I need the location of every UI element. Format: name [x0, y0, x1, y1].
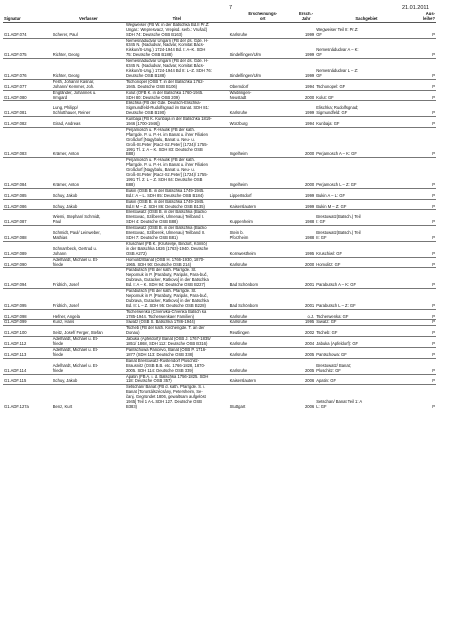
- cell-erscheinungsort: Kornwestheim: [229, 241, 297, 257]
- cell-titel: Elischka (FB der Gde. Deutsch-Elischka- Sigmundfeld-Rudolfsgnad im Banat. SDH 81: Deutsche OSB B190): [125, 101, 229, 117]
- cell-ausleihe: P: [418, 101, 436, 117]
- cell-sachgebiet: Tscherwenka: GF: [315, 309, 417, 320]
- cell-ausleihe: P: [418, 199, 436, 210]
- cell-sachgebiet: Bukin A – L: GF: [315, 188, 417, 199]
- cell-ausleihe: P: [418, 326, 436, 337]
- cell-titel: Parabutsch (FB der kath. Pfarrgde. St. Nepomuk in P. [Parabuty, Paripás, Para-buč, Dubrava, Gutacker, Ratkovo] in der Batschka Bd. I: A – K. SDH 94: Deutsche OSB B227): [125, 268, 229, 289]
- table-row: [3, 289, 436, 310]
- cell-jahr: 1994: [297, 117, 315, 128]
- cell-signatur: G1.ADF.112: [3, 337, 52, 348]
- cell-erscheinungsort: Kaiserslautern: [229, 199, 297, 210]
- cell-sachgebiet: Elischka; Rudolfsgnad; Sigmundfeld: GF: [315, 101, 417, 117]
- cell-sachgebiet: Wegweiser Teil II: Pr.Z: GF: [315, 22, 417, 38]
- cell-verfasser: Schnarrbeck, Gertrud u. Johann: [52, 241, 125, 257]
- cell-signatur: G1.ADF.098: [3, 309, 52, 320]
- table-row: [3, 127, 436, 157]
- cell-sachgebiet: Parabutsch A – K: GF: [315, 268, 417, 289]
- col-header-erscheinungsjahr: Ersch.- Jahr: [297, 12, 315, 22]
- cell-verfasser: Wiemi, Stephan/ Schmidt, Paul: [52, 210, 125, 226]
- cell-verfasser: Schuy, Jakob: [52, 199, 125, 210]
- cell-verfasser: Lung, Philipp/ Schlotthauer, Reiner: [52, 101, 125, 117]
- cell-erscheinungsort: Lippertsdorf: [229, 188, 297, 199]
- cell-sachgebiet: Kunbaja: GF: [315, 117, 417, 128]
- cell-signatur: G1.ADF.089: [3, 241, 52, 257]
- cell-signatur: G1.ADF.090: [3, 257, 52, 268]
- cell-ausleihe: P: [418, 188, 436, 199]
- table-row: [3, 59, 436, 80]
- cell-erscheinungsort: Waiblingen- Neustadt: [229, 90, 297, 101]
- cell-verfasser: Fridrich, Josef: [52, 289, 125, 310]
- cell-erscheinungsort: Ingelheim: [229, 127, 297, 157]
- cell-ausleihe: P: [418, 59, 436, 80]
- cell-signatur: G1.ADF.084: [3, 158, 52, 188]
- cell-sachgebiet: Kolut: GF: [315, 90, 417, 101]
- cell-verfasser: Schmidt, Paul/ Leinweber, Mathias: [52, 226, 125, 242]
- cell-jahr: 1999: [297, 101, 315, 117]
- cell-erscheinungsort: Sindelfingen/Ulm: [229, 59, 297, 80]
- cell-signatur: G1.ADF.127a: [3, 385, 52, 410]
- cell-titel: Tschonopel (OSB T. in der Batschka 1762- 1945. Deutsche OSB B106): [125, 79, 229, 90]
- table-row: [3, 79, 436, 90]
- cell-signatur: G1.ADF.085: [3, 188, 52, 199]
- cell-verfasser: Feith, Johann/ Kasnar, Johann/ Kemmer, Joh.: [52, 79, 125, 90]
- cell-sachgebiet: Nemesnádudvar A – K: GF: [315, 38, 417, 59]
- table-row: [3, 358, 436, 374]
- cell-ausleihe: P: [418, 268, 436, 289]
- cell-titel: Kunbaja (FB K. Kunbaja in der Batschka 1819- 1946 [1700-1946]): [125, 117, 229, 128]
- cell-titel: Brestowatz (OSB B. in der Batschka (Bačko Brestovac, Szilberek, Ulmenau) Teilband I. SDH 4: Deutsche OSB B88): [125, 210, 229, 226]
- cell-verfasser: Schuy, Jakob: [52, 188, 125, 199]
- cell-ausleihe: P: [418, 210, 436, 226]
- cell-jahr: 2002: [297, 326, 315, 337]
- cell-signatur: G1.ADF.088: [3, 226, 52, 242]
- cell-verfasser: Kunz, Hans: [52, 320, 125, 326]
- cell-signatur: G1.ADF.081: [3, 101, 52, 117]
- cell-jahr: 2005: [297, 348, 315, 359]
- cell-ausleihe: P: [418, 22, 436, 38]
- cell-erscheinungsort: Sindelfingen/Ulm: [229, 38, 297, 59]
- table-row: [3, 226, 436, 242]
- catalog-table: [3, 12, 436, 410]
- cell-sachgebiet: Kruschiwl: GF: [315, 241, 417, 257]
- cell-sachgebiet: Apatin: GF: [315, 374, 417, 385]
- cell-sachgebiet: Siwatz: GF: [315, 320, 417, 326]
- cell-ausleihe: P: [418, 309, 436, 320]
- cell-sachgebiet: Homolitz: GF: [315, 257, 417, 268]
- cell-jahr: 2005: [297, 358, 315, 374]
- cell-erscheinungsort: Bad Schönborn: [229, 289, 297, 310]
- table-row: [3, 241, 436, 257]
- cell-erscheinungsort: Karlsruhe: [229, 22, 297, 38]
- cell-erscheinungsort: Kuppenheim: [229, 210, 297, 226]
- cell-erscheinungsort: Karlsruhe: [229, 309, 297, 320]
- cell-titel: Pantschowa Pancevo, Banat (OSB P. 1716- 1877 (SDH 113: Deutsche OSB 338): [125, 348, 229, 359]
- cell-titel: Setschan/ Banat (FB d. kath. Pfarrgde. S. i. Banat [Torontálszécsány, Petersheim, Se- čanj. Gegründet 1806, gewaltsam aufgelöst 1945] Teil 1 A-L SDH 127. Deutsche OSB B383): [125, 385, 229, 410]
- cell-jahr: 2004: [297, 337, 315, 348]
- cell-jahr: 1995: [297, 241, 315, 257]
- cell-signatur: G1.ADF.099: [3, 320, 52, 326]
- cell-titel: Bukin (OSB B. in der Batschka 1749-1945. Bd.II M – Z. SDH 86: Deutsche OSB B135): [125, 199, 229, 210]
- print-date: 21.01.2011: [402, 5, 430, 11]
- cell-signatur: G1.ADF.074: [3, 22, 52, 38]
- cell-ausleihe: P: [418, 337, 436, 348]
- cell-titel: Nemesnádudvar Ungarn (FB der ds. Gde. H- 6345 N. (Nadudvar, Nadvar, Komitat Bács- Kiskun/S-Ung.) 1724-1944 Bd. I: A–K. SDH 75: Deutsche OSB B188): [125, 38, 229, 59]
- cell-jahr: 1999: [297, 188, 315, 199]
- cell-signatur: G1.ADF.095: [3, 289, 52, 310]
- cell-signatur: G1.ADF.076: [3, 59, 52, 80]
- cell-signatur: G1.ADF.077: [3, 79, 52, 90]
- cell-verfasser: Krämer, Anton: [52, 158, 125, 188]
- cell-sachgebiet: Brestowatz(Batsch.) Teil I: GF: [315, 210, 417, 226]
- table-row: [3, 101, 436, 117]
- table-row: [3, 385, 436, 410]
- table-row: [3, 188, 436, 199]
- cell-jahr: 1999: [297, 22, 315, 38]
- cell-ausleihe: P: [418, 241, 436, 257]
- col-header-ausleihe: Aus- leihe?: [418, 12, 436, 22]
- cell-sachgebiet: Jabuka (Apfeldorf): GF: [315, 337, 417, 348]
- col-header-titel: Titel: [125, 12, 229, 22]
- page-number: 7: [229, 5, 233, 11]
- cell-jahr: 2000: [297, 158, 315, 188]
- cell-jahr: 1988: [297, 226, 315, 242]
- cell-verfasser: Richter, Georg: [52, 59, 125, 80]
- cell-titel: Wegweiser (FB W. in der Batschka Bd.II Pr.Z: Ungar.: Wepresvacz, Vrepisd. serb.: Vrušač) SDH 74: Deutsche OSB B163): [125, 22, 229, 38]
- cell-ausleihe: P: [418, 158, 436, 188]
- cell-ausleihe: P: [418, 127, 436, 157]
- cell-erscheinungsort: Stuttgart: [229, 385, 297, 410]
- cell-sachgebiet: Tschonopel: GF: [315, 79, 417, 90]
- table-body: [3, 22, 436, 410]
- cell-erscheinungsort: Karlsruhe: [229, 101, 297, 117]
- cell-signatur: G1.ADF.114: [3, 358, 52, 374]
- cell-jahr: 2006: [297, 374, 315, 385]
- table-row: [3, 348, 436, 359]
- cell-signatur: G1.ADF.082: [3, 117, 52, 128]
- cell-titel: Tscherwenka (Crvenvka-Cřvenka Batsch ka 1785-1944. Tscherwenkaer Familien): [125, 309, 229, 320]
- cell-jahr: 1995: [297, 320, 315, 326]
- table-row: [3, 158, 436, 188]
- cell-sachgebiet: Brestowatz(Batsch.) Teil II: GF: [315, 226, 417, 242]
- cell-ausleihe: P: [418, 374, 436, 385]
- cell-erscheinungsort: Reutlingen: [229, 326, 297, 337]
- cell-ausleihe: P: [418, 358, 436, 374]
- cell-verfasser: Scherer, Paul: [52, 22, 125, 38]
- cell-signatur: G1.ADF.100: [3, 326, 52, 337]
- cell-signatur: G1.ADF.083: [3, 127, 52, 157]
- cell-ausleihe: P: [418, 348, 436, 359]
- cell-verfasser: Engländer, Johannes u. Irmgard: [52, 90, 125, 101]
- cell-signatur: G1.ADF.075: [3, 38, 52, 59]
- cell-verfasser: Richter, Georg: [52, 38, 125, 59]
- cell-titel: Tscheb (FB der kath. Kirchengde. T. an der Donau): [125, 326, 229, 337]
- cell-jahr: 1999: [297, 59, 315, 80]
- cell-jahr: 1999: [297, 38, 315, 59]
- cell-erscheinungsort: Karlsruhe: [229, 358, 297, 374]
- cell-titel: Brestowatz (OSB B. in der Batschka (Bačko Brestovac, Szilberek, Ulmenau) Teilband II. SDH 7: Deutsche OSB B81): [125, 226, 229, 242]
- cell-signatur: G1.ADF.094: [3, 268, 52, 289]
- table-row: [3, 374, 436, 385]
- cell-titel: Perjamosch u. P.-Haulik (FB der kath. Pfarrgde. P. u. P.-H. im Banat u. ihrer Filialen Großdorf [Nagybalu, Banat u. Neu- u. Groß-St.Peter [Racz-Sz.Peter] (1724)/ 1755- 1991 Tl. 2: L – Z. SDH 84: Deutsche OSB B88): [125, 158, 229, 188]
- table-row: [3, 117, 436, 128]
- cell-erscheinungsort: Karlsruhe: [229, 337, 297, 348]
- cell-erscheinungsort: Würzburg: [229, 117, 297, 128]
- cell-jahr: 1994: [297, 79, 315, 90]
- cell-titel: Homolitz/Banat (OSB H. 1766-1930, 1870- 1965. SDH 90: Deutsche OSB 214): [125, 257, 229, 268]
- cell-erscheinungsort: Ingelheim: [229, 158, 297, 188]
- cell-verfasser: Benz, Kurt: [52, 385, 125, 410]
- table-header-row: [3, 12, 436, 22]
- cell-verfasser: Adelhardt, Michael u. Et- friede: [52, 348, 125, 359]
- cell-sachgebiet: Pantschowa: GF: [315, 348, 417, 359]
- cell-erscheinungsort: Oberndorf: [229, 79, 297, 90]
- cell-erscheinungsort: Karlsruhe: [229, 257, 297, 268]
- cell-signatur: G1.ADF.080: [3, 90, 52, 101]
- cell-ausleihe: P: [418, 79, 436, 90]
- cell-titel: Apatin (FB A. i. d. Batschka 1756-1825. SDH 118: Deutsche OSB 357): [125, 374, 229, 385]
- cell-signatur: G1.ADF.113: [3, 348, 52, 359]
- cell-ausleihe: P: [418, 289, 436, 310]
- cell-titel: Parabutsch (FB der kath. Pfarrgde. St. Nepomuk in P. [Parabuty, Paripás, Para-buč, Dubrava, Gutacker, Ratkovo] in der Batschka Bd. II: L – Z. SDH 95: Deutsche OSB B228): [125, 289, 229, 310]
- cell-ausleihe: P: [418, 90, 436, 101]
- cell-verfasser: Girad, Andreas: [52, 117, 125, 128]
- cell-titel: Kruschiwl (FB K. (Kruševlje, Bindort, Kömlö) in der Batschka 1826 (1763)-1940. Deutsche OSB A272): [125, 241, 229, 257]
- cell-verfasser: Krämer, Anton: [52, 127, 125, 157]
- cell-sachgebiet: Bukin M – Z: GF: [315, 199, 417, 210]
- table-row: [3, 326, 436, 337]
- cell-titel: Siwatz (OSB S. Batschka 1786-1944): [125, 320, 229, 326]
- cell-verfasser: Adelhardt, Michael u. Et- friede: [52, 337, 125, 348]
- cell-verfasser: Hefner, Angela: [52, 309, 125, 320]
- cell-jahr: 2000: [297, 127, 315, 157]
- cell-signatur: G1.ADF.115: [3, 374, 52, 385]
- table-row: [3, 90, 436, 101]
- cell-jahr: 2000: [297, 257, 315, 268]
- cell-titel: Perjamosch u. P.-Haulik (FB der kath. Pfarrgde. P. u. P.-H. im Banat u. ihrer Filialen Großdorf [Nagybalu, Banat u. Neu- u. Groß-St.Peter [Racz-Sz.Peter] (1724)/ 1755- 1991 Tl. 1: A – K. SDH 83: Deutsche OSB B88): [125, 127, 229, 157]
- cell-titel: Kolut (OFB K. in der Batschka 1760-1945. SDH 80: Deutsche OSB 209): [125, 90, 229, 101]
- table-row: [3, 199, 436, 210]
- cell-verfasser: Schuy, Jakob: [52, 374, 125, 385]
- cell-sachgebiet: Brestowatz/ Banat; Ploschitz: GF: [315, 358, 417, 374]
- cell-sachgebiet: Perjamosch L – Z: GF: [315, 158, 417, 188]
- cell-ausleihe: P: [418, 257, 436, 268]
- cell-sachgebiet: Setschan/ Banat Teil 1: A L: GF: [315, 385, 417, 410]
- table-row: [3, 22, 436, 38]
- cell-titel: Banat Brestowatz-Rustendorf Ploschitz- Brausnitz (OSB B.B. etc. 1766-1828, 1870- 2005. SDH 114: Deutsche OSB 339): [125, 358, 229, 374]
- cell-signatur: G1.ADF.087: [3, 210, 52, 226]
- cell-titel: Bukin (OSB B. in der Batschka 1749-1945. Bd.I: A – L. SDH 85: Deutsche OSB B184): [125, 188, 229, 199]
- cell-erscheinungsort: Kaiserslautern: [229, 374, 297, 385]
- cell-ausleihe: P: [418, 117, 436, 128]
- table-row: [3, 337, 436, 348]
- table-row: [3, 38, 436, 59]
- cell-signatur: G1.ADF.086: [3, 199, 52, 210]
- cell-erscheinungsort: Karlsruhe: [229, 320, 297, 326]
- cell-jahr: 2006: [297, 385, 315, 410]
- cell-verfasser: Adelhardt, Michael u. Et- friede: [52, 257, 125, 268]
- table-row: [3, 309, 436, 320]
- table-row: [3, 268, 436, 289]
- col-header-sachgebiet: Sachgebiet: [315, 12, 417, 22]
- cell-sachgebiet: Perjamosch A – K: GF: [315, 127, 417, 157]
- cell-sachgebiet: Nemesnádudvar L – Z: GF: [315, 59, 417, 80]
- cell-jahr: 1999: [297, 199, 315, 210]
- cell-sachgebiet: Tscheb: GF: [315, 326, 417, 337]
- cell-verfasser: Seitz, Josef/ Ferger, Stefan: [52, 326, 125, 337]
- cell-verfasser: Fridrich, Josef: [52, 268, 125, 289]
- cell-jahr: 2001: [297, 289, 315, 310]
- cell-titel: Nemesnádudvar Ungarn (FB der ds. Gde. H- 6345 N. (Nadudvar, Nadvar, Komitat Bács- Kiskun/S-Ung.) 1724-1944 Bd II: L–Z. SDH 76: Deutsche OSB B188): [125, 59, 229, 80]
- cell-jahr: o.J.: [297, 309, 315, 320]
- cell-titel: Jabuka (Apfeldorf)/ Banat (OSB J. 1767-1835/ 1851/ 1868, SDH 112: Deutsche OSB B316): [125, 337, 229, 348]
- col-header-signatur: Signatur: [3, 12, 52, 22]
- col-header-verfasser: Verfasser: [52, 12, 125, 22]
- table-row: [3, 210, 436, 226]
- cell-jahr: 2000: [297, 90, 315, 101]
- table-row: [3, 257, 436, 268]
- cell-erscheinungsort: Bad Schönborn: [229, 268, 297, 289]
- cell-ausleihe: P: [418, 320, 436, 326]
- cell-ausleihe: P: [418, 226, 436, 242]
- cell-ausleihe: P: [418, 385, 436, 410]
- cell-jahr: 1988: [297, 210, 315, 226]
- cell-erscheinungsort: Stein b. Pforzheim: [229, 226, 297, 242]
- cell-sachgebiet: Parabutsch L – Z: GF: [315, 289, 417, 310]
- cell-erscheinungsort: Karlsruhe: [229, 348, 297, 359]
- col-header-erscheinungsort: Erscheinungs- ort: [229, 12, 297, 22]
- cell-verfasser: Adelhardt, Michael u. Et- friede: [52, 358, 125, 374]
- cell-jahr: 2001: [297, 268, 315, 289]
- cell-ausleihe: P: [418, 38, 436, 59]
